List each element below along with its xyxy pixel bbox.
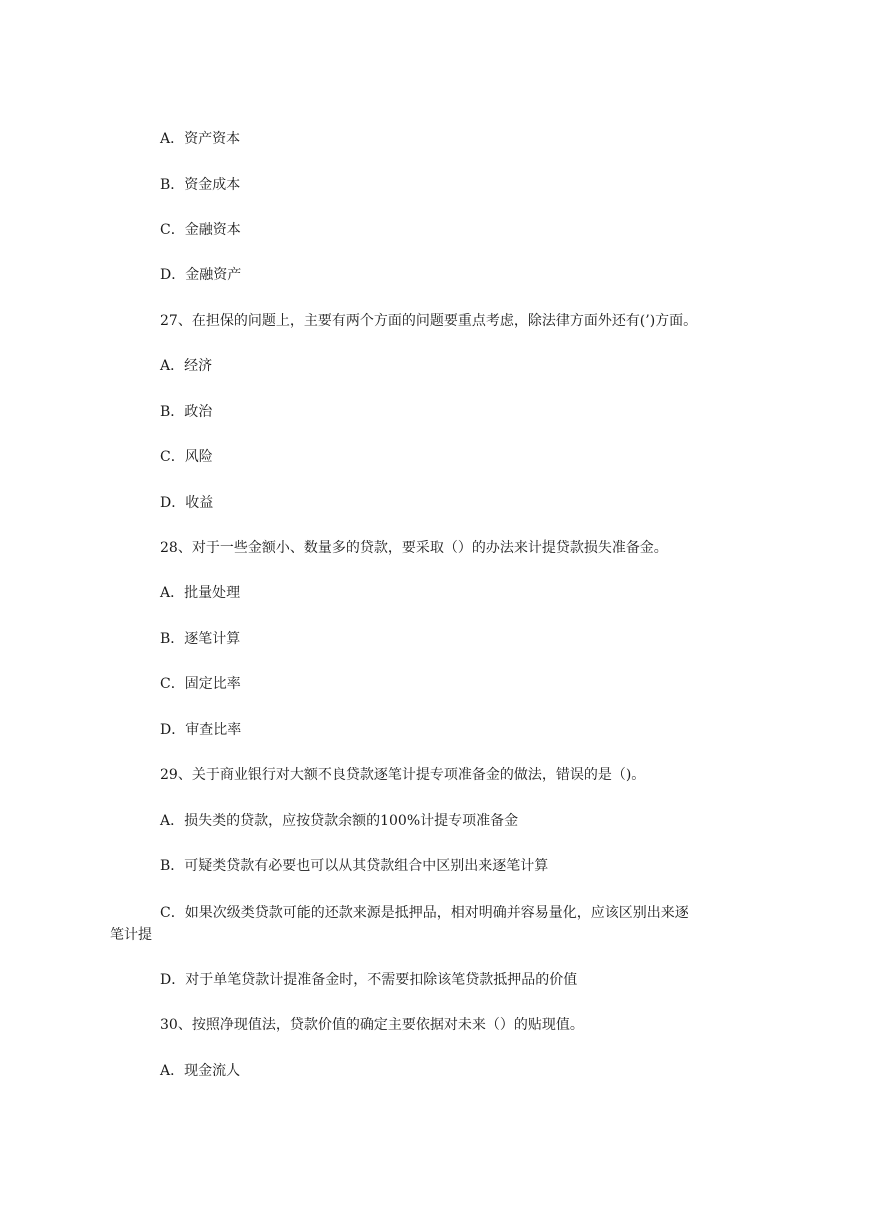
q26-option-a: A．资产资本 xyxy=(160,131,241,147)
q29-option-c xyxy=(110,902,745,946)
q29-question: 29、关于商业银行对大额不良贷款逐笔计提专项准备金的做法，错误的是（)。 xyxy=(160,767,646,783)
q28-option-a: A．批量处理 xyxy=(160,585,241,601)
q28-option-d: D．审查比率 xyxy=(160,722,242,738)
q27-option-b: B．政治 xyxy=(160,404,213,420)
q30-option-a: A．现金流人 xyxy=(160,1063,241,1079)
q29-option-a: A．损失类的贷款，应按贷款余额的100%计提专项准备金 xyxy=(160,813,519,829)
q28-option-b: B．逐笔计算 xyxy=(160,631,241,647)
q26-option-c: C．金融资本 xyxy=(160,222,241,238)
q29-option-c-line1: C．如果次级类贷款可能的还款来源是抵押品，相对明确并容易量化，应该区别出来逐 xyxy=(160,905,689,921)
q26-option-b: B．资金成本 xyxy=(160,177,241,193)
q28-question: 28、对于一些金额小、数量多的贷款，要采取（）的办法来计提贷款损失准备金。 xyxy=(160,540,668,556)
q29-option-b: B．可疑类贷款有必要也可以从其贷款组合中区别出来逐笔计算 xyxy=(160,858,549,874)
q29-option-c-line2: 笔计提 xyxy=(110,927,152,943)
q30-question: 30、按照净现值法，贷款价值的确定主要依据对未来（）的贴现值。 xyxy=(160,1017,584,1033)
q27-option-d: D．收益 xyxy=(160,495,214,511)
q29-option-d: D．对于单笔贷款计提准备金时，不需要扣除该笔贷款抵押品的价值 xyxy=(160,972,578,988)
q26-option-d: D．金融资产 xyxy=(160,267,242,283)
q27-question: 27、在担保的问题上，主要有两个方面的问题要重点考虑，除法律方面外还有(’)方面。 xyxy=(160,313,698,329)
q27-option-a: A．经济 xyxy=(160,358,213,374)
q27-option-c: C．风险 xyxy=(160,449,213,465)
q28-option-c: C．固定比率 xyxy=(160,676,241,692)
